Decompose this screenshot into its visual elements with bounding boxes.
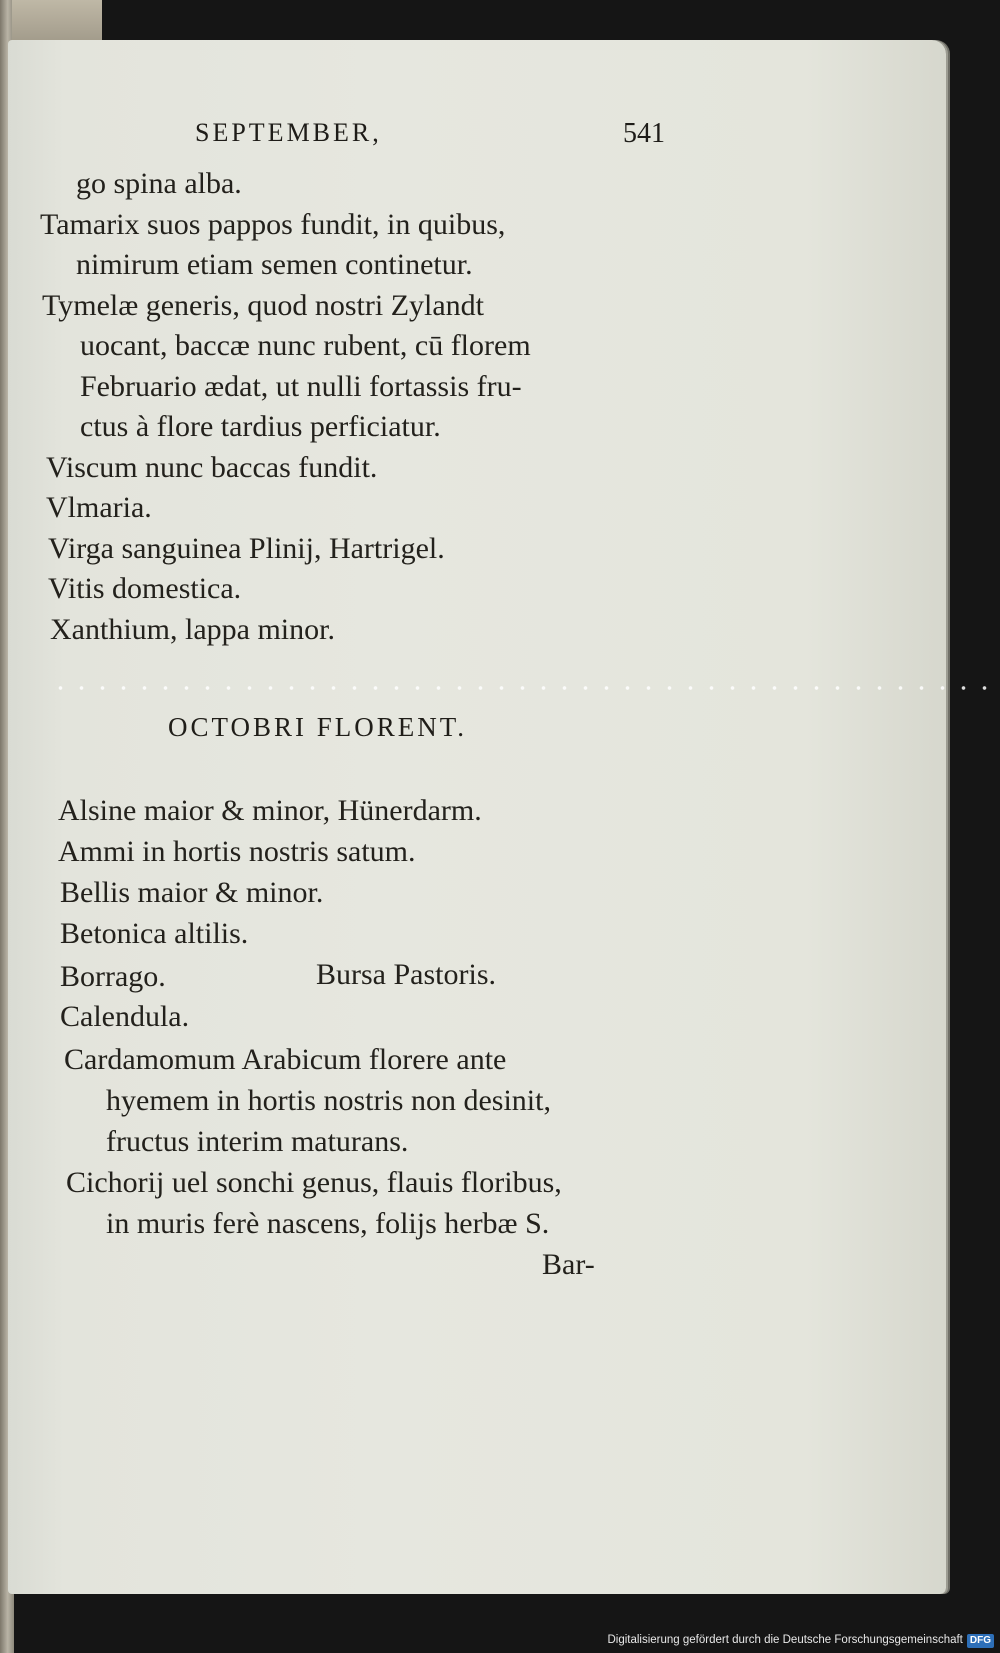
text-line: fructus interim maturans. xyxy=(106,1125,409,1158)
text-line: Alsine maior & minor, Hünerdarm. xyxy=(58,794,482,827)
section-title: OCTOBRI FLORENT. xyxy=(168,712,468,742)
text-line: nimirum etiam semen continetur. xyxy=(76,248,473,281)
text-line: Bellis maior & minor. xyxy=(60,876,324,909)
text-line: Borrago. xyxy=(60,960,166,993)
scan-dot-line xyxy=(50,686,995,690)
text-line: ctus à flore tardius perficiatur. xyxy=(80,410,441,443)
catchword: Bar- xyxy=(542,1248,595,1281)
text-line: hyemem in hortis nostris non desinit, xyxy=(106,1084,551,1117)
text-line: Tymelæ generis, quod nostri Zylandt xyxy=(42,289,485,322)
text-line: Vitis domestica. xyxy=(48,572,242,605)
text-line: Xanthium, lappa minor. xyxy=(50,613,335,646)
text-line: Vlmaria. xyxy=(46,491,152,524)
text-line: go spina alba. xyxy=(76,167,242,200)
running-head-month: SEPTEMBER, xyxy=(195,118,382,147)
text-line: Betonica altilis. xyxy=(60,917,249,950)
text-line: Tamarix suos pappos fundit, in quibus, xyxy=(40,208,506,241)
text-line: in muris ferè nascens, folijs herbæ S. xyxy=(106,1207,550,1240)
text-line: Cichorij uel sonchi genus, flauis floribus, xyxy=(66,1166,562,1199)
text-line: Calendula. xyxy=(60,1000,190,1033)
text-line: Bursa Pastoris. xyxy=(316,958,496,991)
text-line: uocant, baccæ nunc rubent, cū florem xyxy=(80,329,531,362)
running-head xyxy=(195,118,665,158)
text-line: Ammi in hortis nostris satum. xyxy=(58,835,416,868)
text-line: Viscum nunc baccas fundit. xyxy=(46,451,378,484)
dfg-logo: DFG xyxy=(967,1634,994,1648)
text-line: Virga sanguinea Plinij, Hartrigel. xyxy=(48,532,445,565)
text-line: Februario ædat, ut nulli fortassis fru- xyxy=(80,370,522,403)
page-number: 541 xyxy=(623,118,665,149)
credit-text: Digitalisierung gefördert durch die Deutsche Forschungsgemeinschaft xyxy=(607,1634,963,1646)
digitization-credit xyxy=(607,1631,994,1649)
text-line: Cardamomum Arabicum florere ante xyxy=(64,1043,507,1076)
